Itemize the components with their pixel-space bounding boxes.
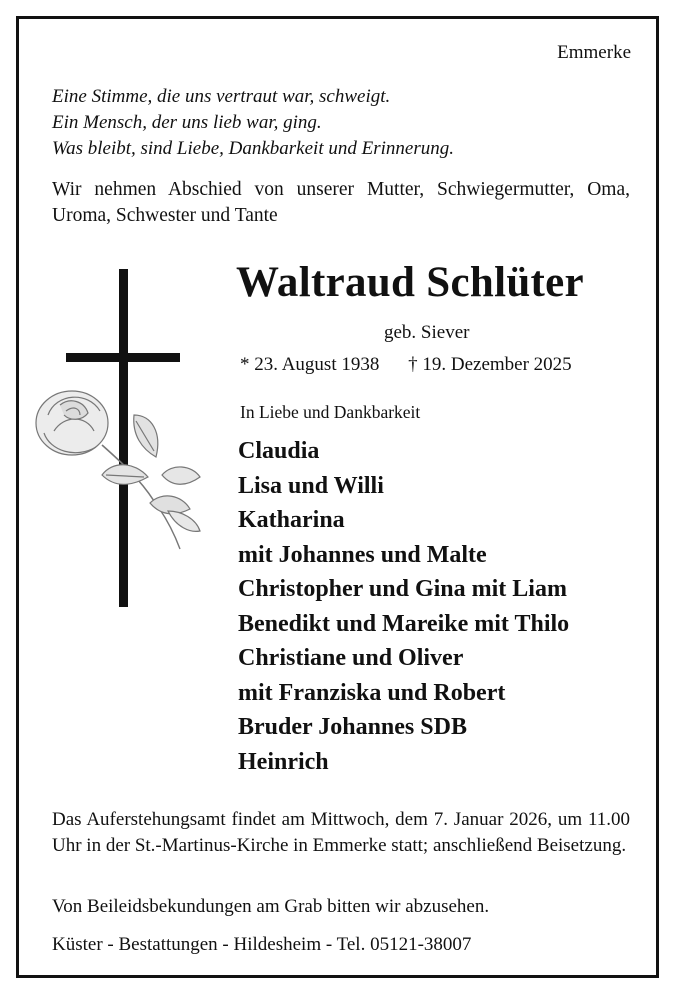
- verse-line: Eine Stimme, die uns vertraut war, schweigt.: [52, 86, 391, 107]
- place-name: Emmerke: [557, 42, 631, 63]
- mourner: Benedikt und Mareike mit Thilo: [238, 610, 570, 637]
- verse: [52, 84, 454, 162]
- mourners-list: [238, 434, 569, 779]
- mourner: Katharina: [238, 507, 345, 533]
- maiden-name: geb. Siever: [384, 322, 470, 343]
- verse-line: Was bleibt, sind Liebe, Dankbarkeit und Erinnerung.: [52, 138, 454, 159]
- thanks-line: In Liebe und Dankbarkeit: [240, 402, 421, 422]
- mourner: Lisa und Willi: [238, 472, 384, 499]
- farewell-intro: Wir nehmen Abschied von unserer Mutter, Schwiegermutter, Oma, Uroma, Schwester und Tante: [52, 179, 630, 226]
- mourner: Heinrich: [238, 748, 329, 775]
- rose-icon: [36, 391, 200, 549]
- death-date: † 19. Dezember 2025: [408, 354, 572, 375]
- mourner: Claudia: [238, 438, 320, 464]
- mourner: mit Johannes und Malte: [238, 541, 487, 568]
- undertaker-contact: Küster - Bestattungen - Hildesheim - Tel. 05121-38007: [52, 934, 472, 955]
- cross-and-rose: [30, 265, 230, 615]
- service-info: Das Auferstehungsamt findet am Mittwoch, dem 7. Januar 2026, um 11.00 Uhr in der St.-Martinus-Kirche in Emmerke statt; anschließend Beisetzung.: [52, 809, 630, 856]
- mourner: Christopher und Gina mit Liam: [238, 576, 567, 602]
- birth-date: * 23. August 1938: [240, 354, 380, 375]
- mourner: Christiane und Oliver: [238, 645, 464, 671]
- mourner: Bruder Johannes SDB: [238, 714, 467, 740]
- verse-line: Ein Mensch, der uns lieb war, ging.: [52, 112, 322, 133]
- mourner: mit Franziska und Robert: [238, 679, 506, 706]
- life-dates: [240, 354, 572, 376]
- condolences-note: Von Beileidsbekundungen am Grab bitten wir abzusehen.: [52, 896, 490, 917]
- deceased-name: Waltraud Schlüter: [236, 259, 584, 306]
